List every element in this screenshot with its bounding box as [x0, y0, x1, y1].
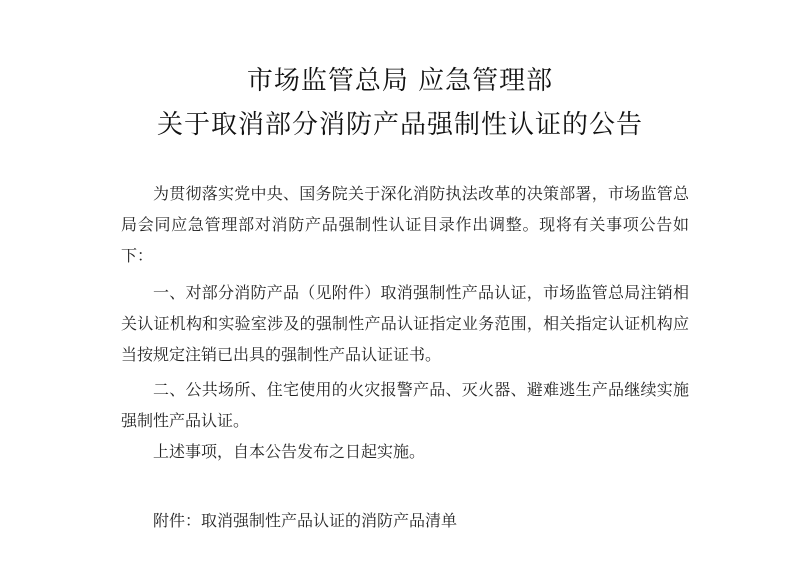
title-subject: 关于取消部分消防产品强制性认证的公告 [156, 110, 643, 140]
paragraph-intro: 为贯彻落实党中央、国务院关于深化消防执法改革的决策部署，市场监管总局会同应急管理部对消防产品强制性认证目录作出调整。现将有关事项公告如下： [121, 184, 689, 265]
attachment-line: 附件：取消强制性产品认证的消防产品清单 [153, 511, 458, 530]
paragraph-item-1: 一、对部分消防产品（见附件）取消强制性产品认证，市场监管总局注销相关认证机构和实验室涉及的强制性产品认证指定业务范围，相关指定认证机构应当按规定注销已出具的强制性产品认证证书。 [121, 283, 689, 364]
paragraph-effective: 上述事项，自本公告发布之日起实施。 [153, 442, 426, 461]
paragraph-item-2: 二、公共场所、住宅使用的火灾报警产品、灭火器、避难逃生产品继续实施强制性产品认证。 [121, 380, 689, 430]
title-issuers: 市场监管总局 应急管理部 [246, 66, 554, 96]
